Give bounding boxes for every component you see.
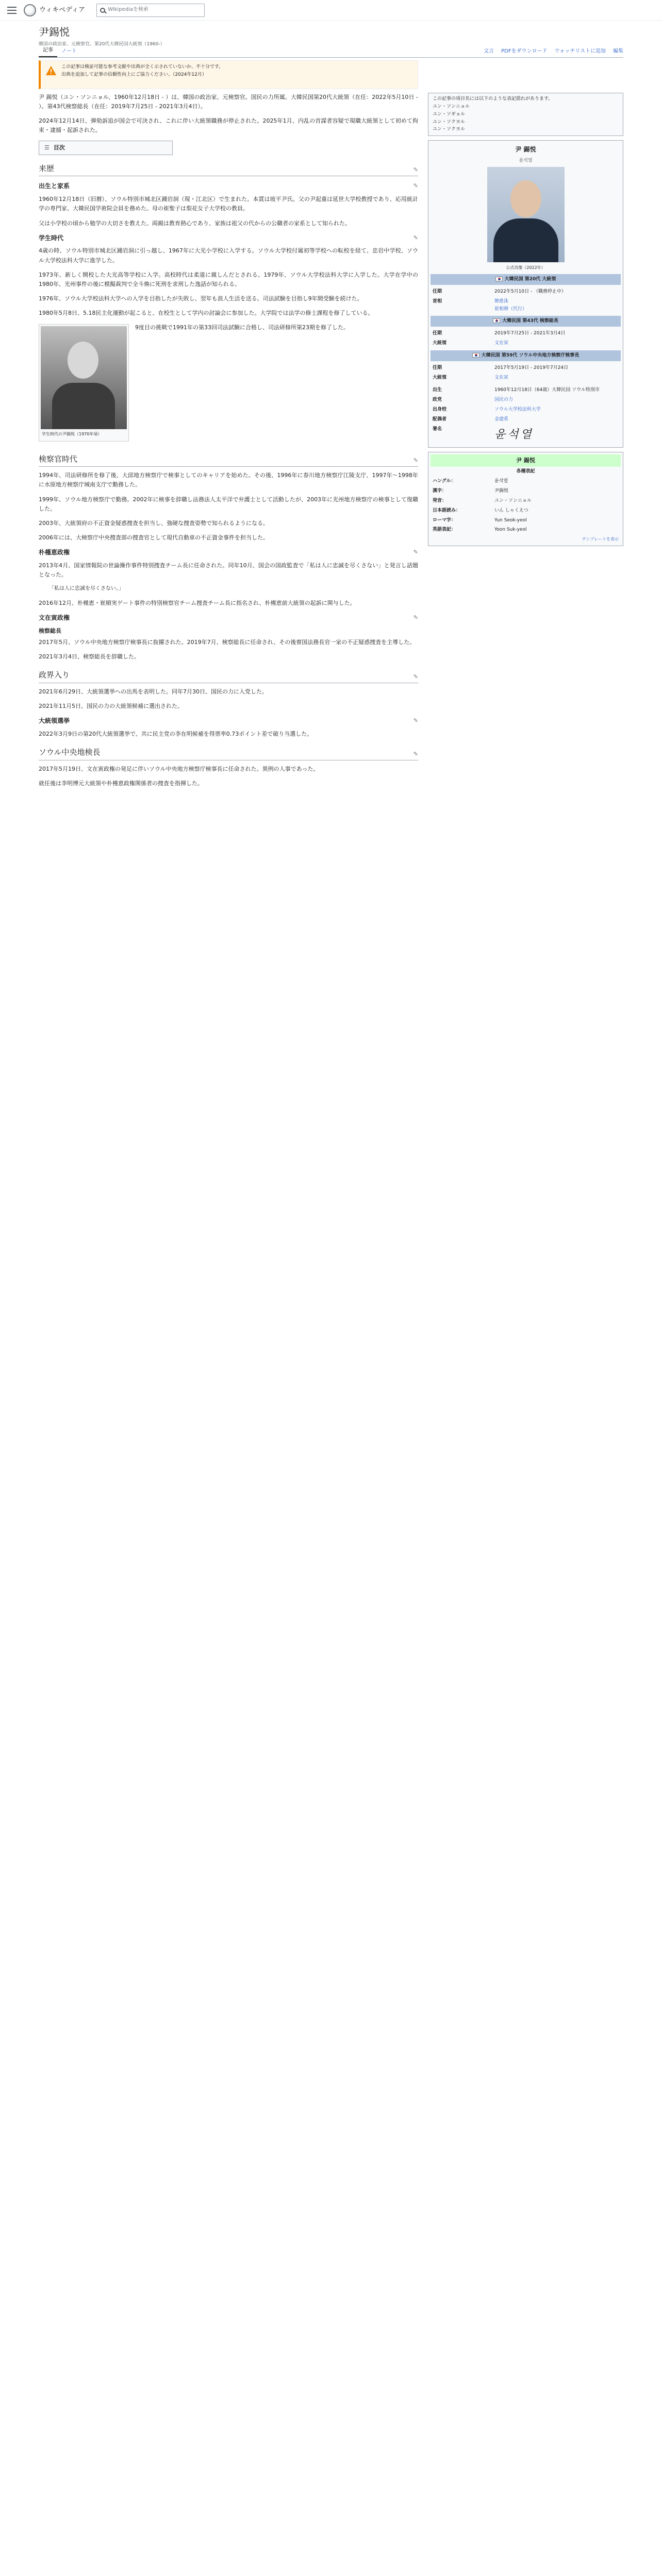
name-row: ローマ字： Yun Seok-yeol (433, 517, 527, 523)
warning-icon (46, 66, 56, 75)
portrait-photo[interactable] (487, 167, 565, 262)
infobox (428, 93, 623, 546)
edit-section-icon[interactable]: ✎ (413, 182, 418, 190)
paragraph: 1960年12月18日（旧暦）、ソウル特別市城北区鍾岩洞（現・江北区）で生まれた。本貫は坡平尹氏。父の尹起重は延世大学校教授であり、応用統計学の専門家、大韓民国学術院会員を務めた。母の崔聖子は梨花女子大学校の教員。 (39, 196, 418, 212)
link[interactable]: 文在寅 (494, 375, 509, 380)
paragraph: 2016年12月、朴槿恵・崔順実ゲート事件の特別検察官チーム捜査チーム長に指名され、朴槿恵前大統領の起訴に関与した。 (39, 599, 356, 606)
paragraph: 2017年5月19日、文在寅政権の発足に伴いソウル中央地方検察庁検事長に任命された。異例の人事であった。 (39, 765, 319, 772)
edit-section-icon[interactable]: ✎ (413, 750, 418, 757)
person-infobox (428, 140, 623, 448)
photo-caption: 公式肖像（2022年） (506, 265, 545, 270)
name-row: 英語表記： Yoon Suk-yeol (433, 527, 527, 533)
quote: 「私は人に忠誠を尽くさない。」 (49, 586, 124, 592)
infobox-row: 任期 2022年5月10日 - （職務停止中） (433, 289, 567, 294)
names-infobox-title: 尹 錫悦 (431, 454, 621, 467)
name-row: 日本語読み： いん しゃくえつ (433, 507, 528, 513)
edit-section-icon[interactable]: ✎ (413, 549, 418, 556)
student-photo (41, 326, 127, 429)
tab-talk[interactable]: ノート (61, 48, 77, 54)
office-band: 大韓民国 第59代 ソウル中央地方検察庁検事長 (431, 350, 621, 361)
name-row: 発音： ユン・ソンニョル (433, 498, 532, 503)
paragraph: 2021年11月5日、国民の力の大統領候補に選出された。 (39, 702, 183, 709)
search-input[interactable] (96, 4, 205, 17)
office-band: 大韓民国 第43代 検察総長 (431, 316, 621, 327)
names-infobox-subtitle: 各種表記 (516, 469, 535, 474)
edit-section-icon[interactable]: ✎ (413, 717, 418, 724)
lead-paragraph-1: 尹 錫悦（ユン・ソンニョル、1960年12月18日 - ）は、韓国の政治家、元検察官。国民の力所属。大韓民国第20代大統領（在任：2022年5月10日 - ）。第43代検察総長（在任：2019年7月25日 - 2021年3月4日）。 (39, 94, 418, 110)
infobox-row: 任期 2019年7月25日 - 2021年3月4日 (433, 331, 566, 336)
infobox-row: 出生 1960年12月18日（64歳）大韓民国 ソウル特別市 (433, 387, 600, 393)
search-icon (100, 8, 105, 13)
name-row: ハングル： 윤석열 (433, 479, 508, 484)
page-title: 尹錫悦 (39, 26, 70, 38)
paragraph: 父は小学校の頃から勉学の大切さを教えた。両親は教育熱心であり、家族は祖父の代からの公職者の家系として知られた。 (39, 219, 351, 227)
edit-section-icon[interactable]: ✎ (413, 166, 418, 174)
infobox-row: 大統領 文在寅 (431, 338, 621, 348)
section-heading: 来歴 ✎ (39, 162, 418, 177)
subsection-heading: 文在寅政権 ✎ (39, 613, 418, 623)
signature: 윤석열 (494, 428, 534, 441)
template-link[interactable]: テンプレートを表示 (582, 537, 619, 542)
edit-link[interactable]: 編集 (613, 48, 623, 54)
note-text: この記事の項目名には以下のような表記揺れがあります。 (433, 96, 553, 101)
title-area (39, 21, 623, 48)
note-item: ユン・ソクヨル (433, 127, 465, 132)
infobox-row: 任期 2017年5月19日 - 2019年7月24日 (433, 365, 569, 370)
wikipedia-globe-icon (24, 4, 36, 16)
tab-article[interactable]: 記事 (39, 46, 57, 58)
infobox-row: 首相 韓悳洙 崔相穆（代行） (431, 297, 621, 314)
paragraph: 1973年、新しく開校した大光高等学校に入学。高校時代は柔道に親しんだとされる。1979年、ソウル大学校法科大学に入学した。大学在学中の1980年、光州事件の後に模擬裁判で全斗煥に死刑を求刑した逸話が知られる。 (39, 271, 418, 287)
edit-section-icon[interactable]: ✎ (413, 614, 418, 621)
infobox-row: 出身校 ソウル大学校法科大学 (431, 405, 621, 415)
top-bar (0, 0, 662, 21)
korea-flag-icon (493, 318, 500, 323)
site-wordmark: ウィキペディア (39, 6, 86, 14)
subsection-heading: 大統領選挙 ✎ (39, 716, 418, 726)
paragraph: 2013年4月、国家情報院の世論操作事件特別捜査チーム長に任命された。同年10月、国会の国政監査で「私は人に忠誠を尽くさない」と発言し話題となった。 (39, 562, 418, 579)
paragraph: 2022年3月9日の第20代大統領選挙で、共に民主党の李在明候補を得票率0.73ポイント差で破り当選した。 (39, 730, 313, 737)
subsection-heading: 朴槿恵政権 ✎ (39, 548, 418, 558)
infobox-name-native: 윤석열 (519, 158, 533, 164)
page-tagline: 韓国の政治家、元検察官。第20代大韓民国大統領（1960-） (39, 42, 165, 47)
language-button[interactable]: 文言 (484, 48, 494, 54)
paragraph: 2006年には、大検察庁中央捜査部の捜査官として現代自動車の不正資金事件を担当した。 (39, 534, 269, 541)
tab-bar (39, 45, 623, 58)
notice-line-2: 出典を追加して記事の信頼性向上にご協力ください。（2024年12月） (61, 72, 207, 77)
paragraph: 1994年、司法研修所を修了後、大邱地方検察庁で検事としてのキャリアを始めた。その後、1996年に春川地方検察庁江陵支庁、1997年～1998年に水原地方検察庁城南支庁で勤務した。 (39, 472, 418, 488)
article-body (39, 93, 418, 793)
subsection-heading: 出生と家系 ✎ (39, 181, 418, 192)
paragraph: 1976年、ソウル大学校法科大学への入学を目指したが失敗し、翌年も浪人生活を送る。司法試験を目指し9年間受験を続けた。 (39, 295, 363, 302)
paragraph: 4歳の時、ソウル特別市城北区鍾岩洞に引っ越し、1967年に大光小学校に入学する。ソウル大学校付属初等学校への転校を経て、忠岩中学校、ソウル大学校法科大学に進学した。 (39, 247, 418, 264)
link[interactable]: 韓悳洙 (494, 298, 509, 304)
office-band: 大韓民国 第20代 大統領 (431, 274, 621, 285)
name-row: 漢字： 尹錫悦 (433, 488, 509, 494)
toc-label: 目次 (53, 144, 65, 151)
infobox-row: 署名 윤석열 (431, 425, 621, 445)
note-item: ユン・ソクヨル (433, 119, 465, 125)
edit-section-icon[interactable]: ✎ (413, 457, 418, 464)
paragraph: 9度目の挑戦で1991年の第33回司法試験に合格し、司法研修所第23期を修了した。 (135, 324, 349, 331)
toolbar (484, 47, 623, 58)
menu-icon[interactable] (7, 7, 16, 14)
lead-paragraph-2: 2024年12月14日、弾劾訴追が国会で可決され、これに伴い大統領職務が停止された。2025年1月、内乱の首謀者容疑で現職大統領として初めて拘束・逮捕・起訴された。 (39, 117, 418, 134)
infobox-row: 大統領 文在寅 (431, 373, 621, 383)
link[interactable]: 国民の力 (494, 397, 514, 403)
link[interactable]: 文在寅 (494, 341, 509, 346)
note-item: ユン・ソンニョル (433, 104, 470, 109)
korea-flag-icon (472, 353, 479, 358)
link[interactable]: ソウル大学校法科大学 (494, 407, 541, 413)
figure-caption: 学生時代の尹錫悦（1970年頃） (42, 432, 102, 437)
infobox-name: 尹 錫悦 (515, 146, 536, 154)
link[interactable]: 金建希 (494, 417, 509, 422)
notice-line-1: この記事は検証可能な参考文献や出典が全く示されていないか、不十分です。 (61, 64, 224, 70)
edit-section-icon[interactable]: ✎ (413, 673, 418, 680)
site-logo[interactable] (24, 4, 85, 16)
infobox-row: 政党 国民の力 (431, 395, 621, 405)
paragraph: 1999年、ソウル地方検察庁で勤務。2002年に検事を辞職し法務法人太平洋で弁護士として活動したが、2003年に光州地方検察庁の検事として復職した。 (39, 496, 418, 512)
minor-heading: 検察総長 (39, 627, 61, 634)
toc-toggle[interactable] (39, 141, 173, 155)
subsection-heading: 学生時代 ✎ (39, 233, 418, 244)
pdf-download-link[interactable]: PDFをダウンロード (501, 48, 548, 54)
student-photo-figure[interactable] (39, 324, 129, 441)
infobox-row: 配偶者 金建希 (431, 415, 621, 425)
paragraph: 1980年5月8日、5.18民主化運動が起こると、在校生として学内の討論会に参加した。大学院では法学の修士課程を修了している。 (39, 310, 374, 317)
link[interactable]: 崔相穆（代行） (494, 306, 527, 312)
maintenance-notice (39, 60, 418, 89)
paragraph: 2017年5月、ソウル中央地方検察庁検事長に抜擢された。2019年7月、検察総長に任命され、その後曺国法務長官一家の不正疑惑捜査を主導した。 (39, 638, 416, 646)
note-item: ユン・ソギョル (433, 111, 466, 117)
section-heading: 政界入り ✎ (39, 669, 418, 683)
search-placeholder: Wikipediaを検索 (108, 7, 148, 13)
section-heading: ソウル中央地検長 ✎ (39, 746, 418, 760)
spelling-variants-note (428, 93, 623, 136)
edit-section-icon[interactable]: ✎ (413, 234, 418, 241)
korea-flag-icon (495, 277, 503, 281)
paragraph: 2003年、大統領府の不正資金疑惑捜査を担当し、強硬な捜査姿勢で知られるようになる。 (39, 519, 269, 527)
chevron-icon: ☰ (44, 144, 49, 151)
section-heading: 検察官時代 ✎ (39, 453, 418, 467)
paragraph: 2021年6月29日、大統領選挙への出馬を表明した。同年7月30日、国民の力に入党した。 (39, 688, 268, 695)
paragraph: 就任後は李明博元大統領や朴槿恵政権関係者の捜査を指揮した。 (39, 779, 203, 787)
names-infobox (428, 452, 623, 546)
watchlist-link[interactable]: ウォッチリストに追加 (554, 48, 606, 54)
paragraph: 2021年3月4日、検察総長を辞職した。 (39, 653, 140, 660)
